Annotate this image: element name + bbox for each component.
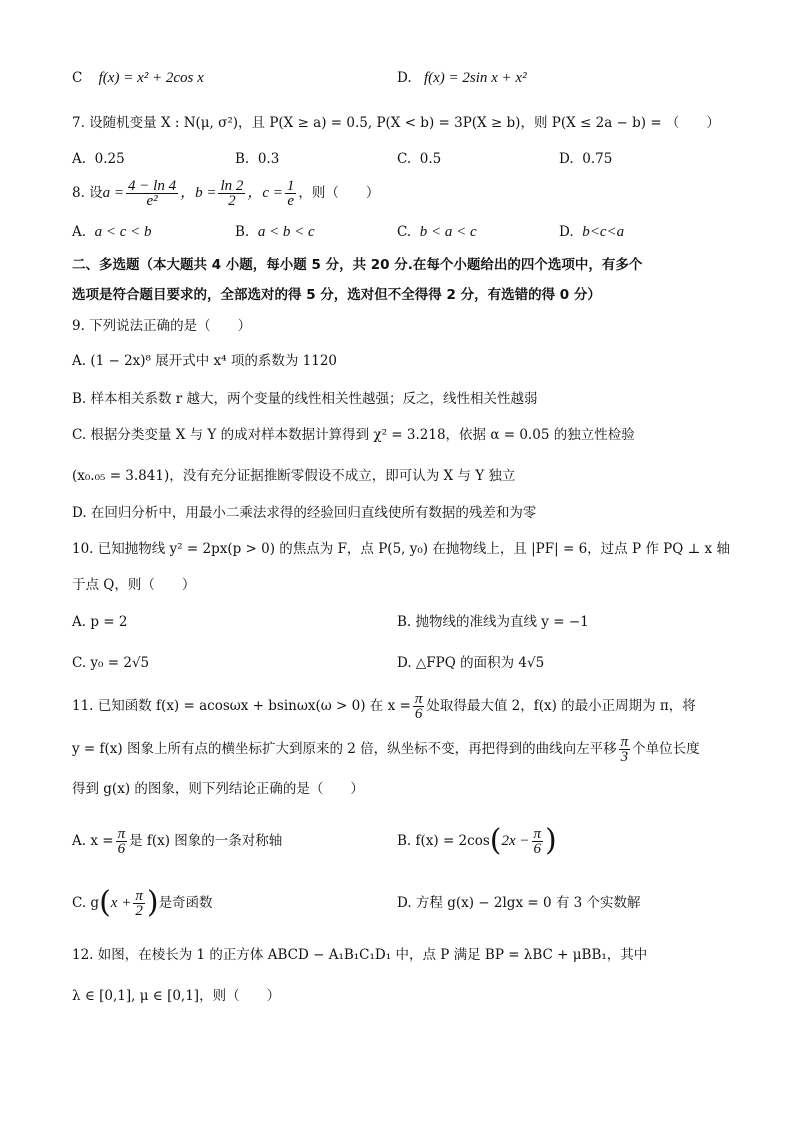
question-12-stem-line-2: λ ∈ [0,1], μ ∈ [0,1]，则（ ） xyxy=(72,988,281,1004)
question-10-stem-line-1: 10. 已知抛物线 y² = 2px(p > 0) 的焦点为 F，点 P(5, y₀) 在抛物线上，且 |PF| = 6，过点 P 作 PQ ⊥ x 轴 xyxy=(72,541,730,557)
option-letter: D. xyxy=(397,70,412,86)
q8-option-b: B. a < b < c xyxy=(235,224,315,240)
right-paren: ) xyxy=(545,823,557,858)
question-8-stem: 8. 设 a = $\frac{4 - \ln 4}{\text{e²}}$ ，b = $\frac{\ln 2}{2}$ ，c = $\frac{1}{e}$ ，则（ ） xyxy=(72,177,380,209)
q9-option-d: D. 在回归分析中，用最小二乘法求得的经验回归直线使所有数据的残差和为零 xyxy=(72,505,537,521)
question-10-stem-line-2: 于点 Q，则（ ） xyxy=(72,577,196,593)
question-7-stem: 7. 设随机变量 X : N(μ, σ²)，且 P(X ≥ a) = 0.5, P(X < b) = 3P(X ≥ b)，则 P(X ≤ 2a − b) = （ ） xyxy=(72,115,720,131)
left-paren: ( xyxy=(99,885,111,920)
q7-option-c: C. 0.5 xyxy=(397,151,442,167)
fraction-pi-over-6: $\frac{\pi}{6}$ xyxy=(414,690,423,722)
question-11-stem-line-1: 11. 已知函数 f(x) = acosωx + bsinωx(ω > 0) 在 x = $\frac{\pi}{6}$ 处取得最大值 2，f(x) 的最小正周期为 π，将 xyxy=(72,690,696,722)
question-11-stem-line-2: y = f(x) 图象上所有点的横坐标扩大到原来的 2 倍，纵坐标不变，再把得到的曲线向左平移 $\frac{\pi}{3}$ 个单位长度 xyxy=(72,733,700,765)
q7-option-b: B. 0.3 xyxy=(235,151,280,167)
fraction-a: $\frac{4 - \ln 4}{\text{e²}}$ xyxy=(128,177,177,209)
q11-option-b: B. f(x) = 2cos ( 2x − $\frac{\pi}{6}$ ) xyxy=(397,823,557,858)
q8-option-a: A. a < c < b xyxy=(72,224,152,240)
q9-option-c-line-1: C. 根据分类变量 X 与 Y 的成对样本数据计算得到 χ² = 3.218，依据 α = 0.05 的独立性检验 xyxy=(72,427,635,443)
question-11-stem-line-3: 得到 g(x) 的图象，则下列结论正确的是（ ） xyxy=(72,781,364,797)
section-heading-line-1: 二、多选题（本大题共 4 小题，每小题 5 分，共 20 分.在每个小题给出的四个选项中，有多个 xyxy=(72,257,643,273)
q6-option-d xyxy=(397,68,527,88)
q11-option-c: C. g ( x + $\frac{\pi}{2}$ ) 是奇函数 xyxy=(72,885,213,920)
q8-option-d: D. b<c<a xyxy=(559,224,625,240)
question-9-stem: 9. 下列说法正确的是（ ） xyxy=(72,318,252,334)
q10-option-a: A. p = 2 xyxy=(72,614,128,630)
option-expression: f(x) = x² + 2cos x xyxy=(98,70,204,86)
question-12-stem-line-1: 12. 如图，在棱长为 1 的正方体 ABCD − A₁B₁C₁D₁ 中，点 P 满足 BP = λBC + μBB₁，其中 xyxy=(72,947,648,963)
q9-option-a: A. (1 − 2x)⁸ 展开式中 x⁴ 项的系数为 1120 xyxy=(72,353,338,369)
right-paren: ) xyxy=(146,885,159,920)
q10-option-b: B. 抛物线的准线为直线 y = −1 xyxy=(397,614,589,630)
q11-option-a: A. x = $\frac{\pi}{6}$ 是 f(x) 图象的一条对称轴 xyxy=(72,825,283,857)
option-letter: C xyxy=(72,70,83,86)
option-expression: f(x) = 2sin x + x² xyxy=(423,70,527,86)
q10-option-c: C. y₀ = 2√5 xyxy=(72,655,150,671)
q7-option-a: A. 0.25 xyxy=(72,151,125,167)
q11-option-d: D. 方程 g(x) − 2lgx = 0 有 3 个实数解 xyxy=(397,895,641,911)
fraction-pi-over-3: $\frac{\pi}{3}$ xyxy=(620,733,629,765)
fraction: $\frac{\pi}{2}$ xyxy=(135,887,143,919)
fraction-c: $\frac{1}{e}$ xyxy=(286,177,295,209)
q9-option-b: B. 样本相关系数 r 越大，两个变量的线性相关性越强；反之，线性相关性越弱 xyxy=(72,391,538,407)
left-paren: ( xyxy=(489,823,502,858)
fraction: $\frac{\pi}{6}$ xyxy=(117,825,126,857)
q10-option-d: D. △FPQ 的面积为 4√5 xyxy=(397,655,545,671)
q7-option-d: D. 0.75 xyxy=(559,151,613,167)
q9-option-c-line-2: (x₀.₀₅ = 3.841)，没有充分证据推断零假设不成立，即可认为 X 与 Y 独立 xyxy=(72,468,516,484)
q8-option-c: C. b < a < c xyxy=(397,224,477,240)
q6-option-c xyxy=(72,68,204,88)
fraction-b: $\frac{\ln 2}{2}$ xyxy=(220,177,244,209)
fraction: $\frac{\pi}{6}$ xyxy=(533,825,542,857)
section-heading-line-2: 选项是符合题目要求的，全部选对的得 5 分，选对但不全得得 2 分，有选错的得 0 分） xyxy=(72,287,601,303)
